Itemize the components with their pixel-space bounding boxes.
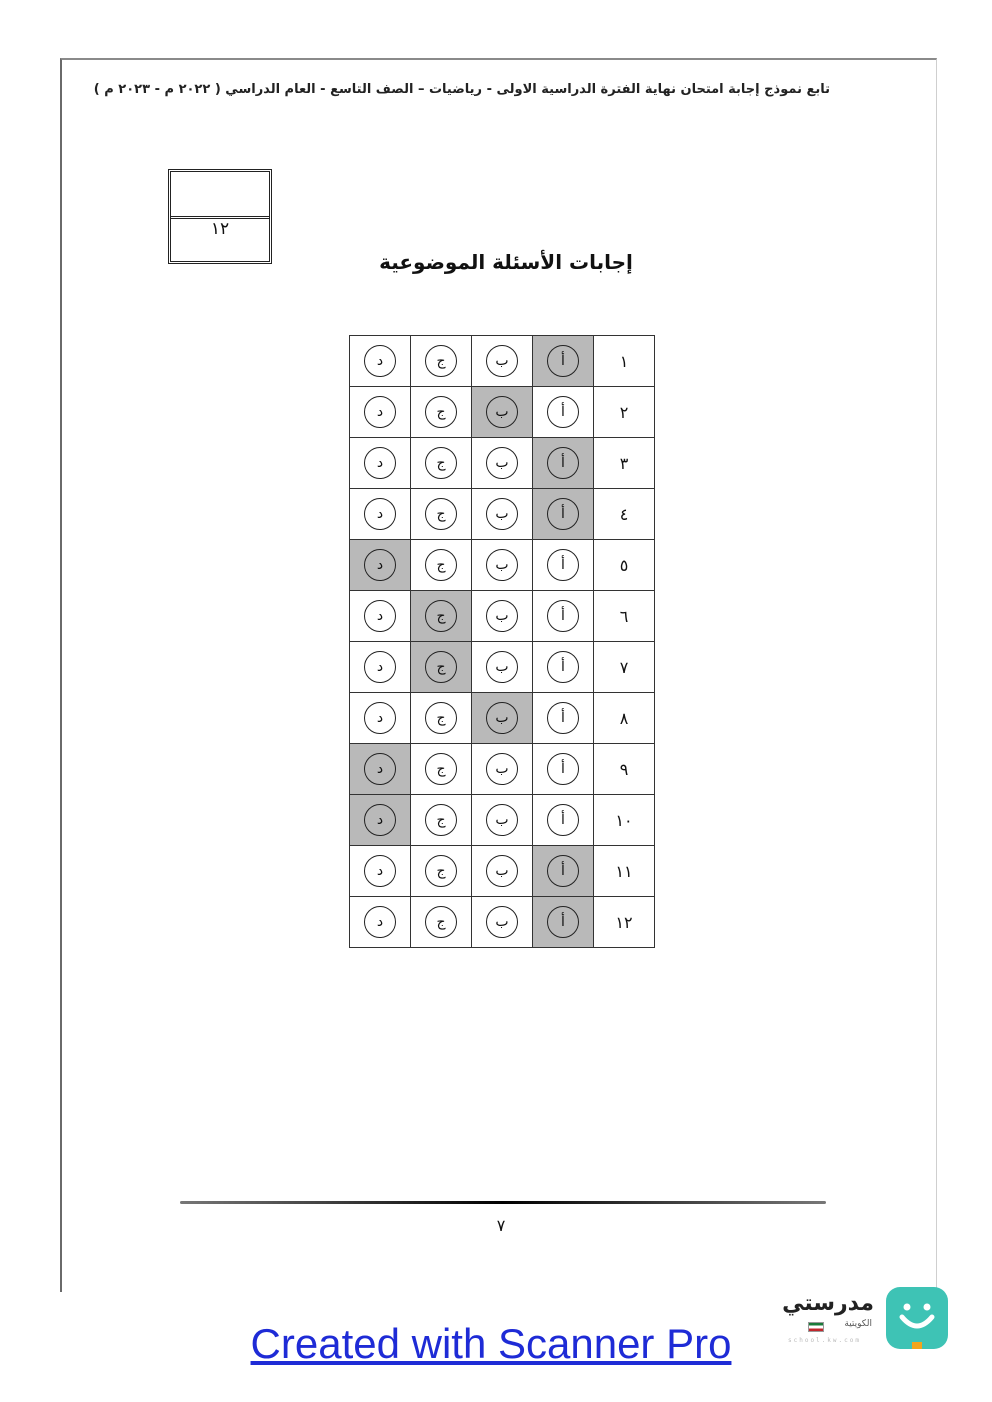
option-bubble: أ (547, 600, 579, 632)
answer-row (350, 591, 655, 642)
option-bubble: أ (547, 651, 579, 683)
option-bubble: ج (425, 396, 457, 428)
answer-cell (472, 489, 533, 540)
option-bubble: ج (425, 804, 457, 836)
answer-row (350, 336, 655, 387)
brand-url: school.kw.com (788, 1337, 861, 1344)
answer-cell (472, 846, 533, 897)
option-bubble: ب (486, 906, 518, 938)
answer-cell (350, 591, 411, 642)
answer-row (350, 744, 655, 795)
option-bubble: د (364, 396, 396, 428)
option-bubble: أ (547, 753, 579, 785)
option-bubble: ج (425, 702, 457, 734)
option-bubble: أ (547, 906, 579, 938)
answer-cell (472, 438, 533, 489)
answer-cell (350, 744, 411, 795)
option-bubble: ب (486, 855, 518, 887)
answer-cell (350, 693, 411, 744)
answer-cell (411, 591, 472, 642)
question-number: ٨ (619, 708, 629, 728)
option-bubble: ج (425, 345, 457, 377)
answer-cell (533, 387, 594, 438)
section-title: إجابات الأسئلة الموضوعية (379, 250, 633, 274)
option-bubble: ج (425, 447, 457, 479)
answer-cell (411, 336, 472, 387)
answer-cell (533, 642, 594, 693)
kuwait-flag-icon (808, 1322, 824, 1332)
question-number-cell (594, 336, 655, 387)
option-bubble: ب (486, 447, 518, 479)
option-bubble: أ (547, 702, 579, 734)
question-number-cell (594, 642, 655, 693)
option-bubble: د (364, 447, 396, 479)
answer-cell (350, 387, 411, 438)
answer-cell (350, 438, 411, 489)
answer-cell (350, 642, 411, 693)
option-bubble: د (364, 906, 396, 938)
question-number: ٤ (619, 504, 629, 524)
answer-cell (472, 897, 533, 948)
answer-cell (411, 540, 472, 591)
answer-cell (411, 387, 472, 438)
answer-cell (350, 489, 411, 540)
answer-cell (411, 693, 472, 744)
option-bubble: د (364, 804, 396, 836)
option-bubble: أ (547, 855, 579, 887)
option-bubble: ج (425, 855, 457, 887)
option-bubble: أ (547, 549, 579, 581)
score-box-total: ١٢ (210, 219, 230, 239)
question-number-cell (594, 897, 655, 948)
option-bubble: د (364, 753, 396, 785)
question-number: ٦ (619, 606, 629, 626)
answer-row (350, 540, 655, 591)
answer-cell (411, 489, 472, 540)
question-number-cell (594, 693, 655, 744)
option-bubble: د (364, 600, 396, 632)
answer-cell (411, 642, 472, 693)
option-bubble: د (364, 702, 396, 734)
exam-header: تابع نموذج إجابة امتحان نهاية الفترة الدراسية الاولى - رياضيات – الصف التاسع - العام الدراسي ( ٢٠٢٢ م - ٢٠٢٣ م ) (93, 82, 830, 97)
answer-row (350, 387, 655, 438)
page-number: ٧ (496, 1216, 506, 1235)
question-number: ١٢ (615, 912, 633, 932)
option-bubble: د (364, 855, 396, 887)
answer-cell (533, 795, 594, 846)
smile-icon (886, 1287, 948, 1349)
answer-row (350, 897, 655, 948)
option-bubble: ج (425, 651, 457, 683)
option-bubble: أ (547, 345, 579, 377)
brand-logo (782, 1287, 950, 1363)
answer-cell (533, 897, 594, 948)
answer-row (350, 846, 655, 897)
option-bubble: ب (486, 549, 518, 581)
option-bubble: ب (486, 600, 518, 632)
option-bubble: ج (425, 549, 457, 581)
option-bubble: ب (486, 702, 518, 734)
option-bubble: د (364, 549, 396, 581)
answer-cell (533, 693, 594, 744)
footer-rule (180, 1201, 826, 1204)
option-bubble: د (364, 498, 396, 530)
question-number-cell (594, 387, 655, 438)
answer-cell (533, 438, 594, 489)
brand-name: مدرستي (782, 1291, 874, 1316)
question-number: ٢ (619, 402, 629, 422)
question-number-cell (594, 744, 655, 795)
option-bubble: أ (547, 447, 579, 479)
answer-cell (350, 897, 411, 948)
option-bubble: أ (547, 396, 579, 428)
answer-cell (472, 795, 533, 846)
question-number-cell (594, 438, 655, 489)
score-box-blank (171, 172, 269, 219)
option-bubble: أ (547, 498, 579, 530)
option-bubble: ج (425, 600, 457, 632)
option-bubble: ب (486, 804, 518, 836)
answer-cell (533, 489, 594, 540)
answer-cell (350, 846, 411, 897)
question-number: ٣ (619, 453, 629, 473)
answer-row (350, 693, 655, 744)
answer-cell (411, 744, 472, 795)
answer-cell (411, 846, 472, 897)
answer-row (350, 489, 655, 540)
scanner-pro-link[interactable]: Created with Scanner Pro (250, 1320, 732, 1367)
answer-cell (533, 591, 594, 642)
question-number: ١١ (615, 861, 633, 881)
answer-cell (533, 744, 594, 795)
question-number: ١ (619, 351, 629, 371)
question-number-cell (594, 591, 655, 642)
answer-cell (533, 846, 594, 897)
question-number: ٩ (619, 759, 629, 779)
answer-cell (472, 744, 533, 795)
option-bubble: د (364, 651, 396, 683)
answer-cell (472, 540, 533, 591)
answer-cell (350, 540, 411, 591)
option-bubble: ب (486, 345, 518, 377)
answer-cell (472, 642, 533, 693)
option-bubble: ج (425, 753, 457, 785)
answer-cell (350, 336, 411, 387)
option-bubble: ب (486, 753, 518, 785)
question-number: ٥ (619, 555, 629, 575)
answer-row (350, 642, 655, 693)
answer-cell (411, 438, 472, 489)
question-number-cell (594, 795, 655, 846)
answer-cell (533, 336, 594, 387)
option-bubble: ج (425, 498, 457, 530)
question-number-cell (594, 489, 655, 540)
answer-grid (349, 335, 655, 948)
question-number-cell (594, 540, 655, 591)
brand-subtitle: الكويتية (844, 1319, 872, 1329)
question-number-cell (594, 846, 655, 897)
answer-cell (350, 795, 411, 846)
answer-cell (411, 795, 472, 846)
answer-row (350, 438, 655, 489)
answer-cell (533, 540, 594, 591)
option-bubble: أ (547, 804, 579, 836)
answer-cell (472, 387, 533, 438)
score-box (168, 169, 272, 264)
question-number: ١٠ (615, 810, 633, 830)
option-bubble: ب (486, 396, 518, 428)
answer-cell (411, 897, 472, 948)
answer-cell (472, 591, 533, 642)
answer-row (350, 795, 655, 846)
option-bubble: ب (486, 651, 518, 683)
option-bubble: ج (425, 906, 457, 938)
option-bubble: د (364, 345, 396, 377)
brand-app-icon (886, 1287, 948, 1349)
answer-cell (472, 336, 533, 387)
question-number: ٧ (619, 657, 629, 677)
answer-cell (472, 693, 533, 744)
option-bubble: ب (486, 498, 518, 530)
